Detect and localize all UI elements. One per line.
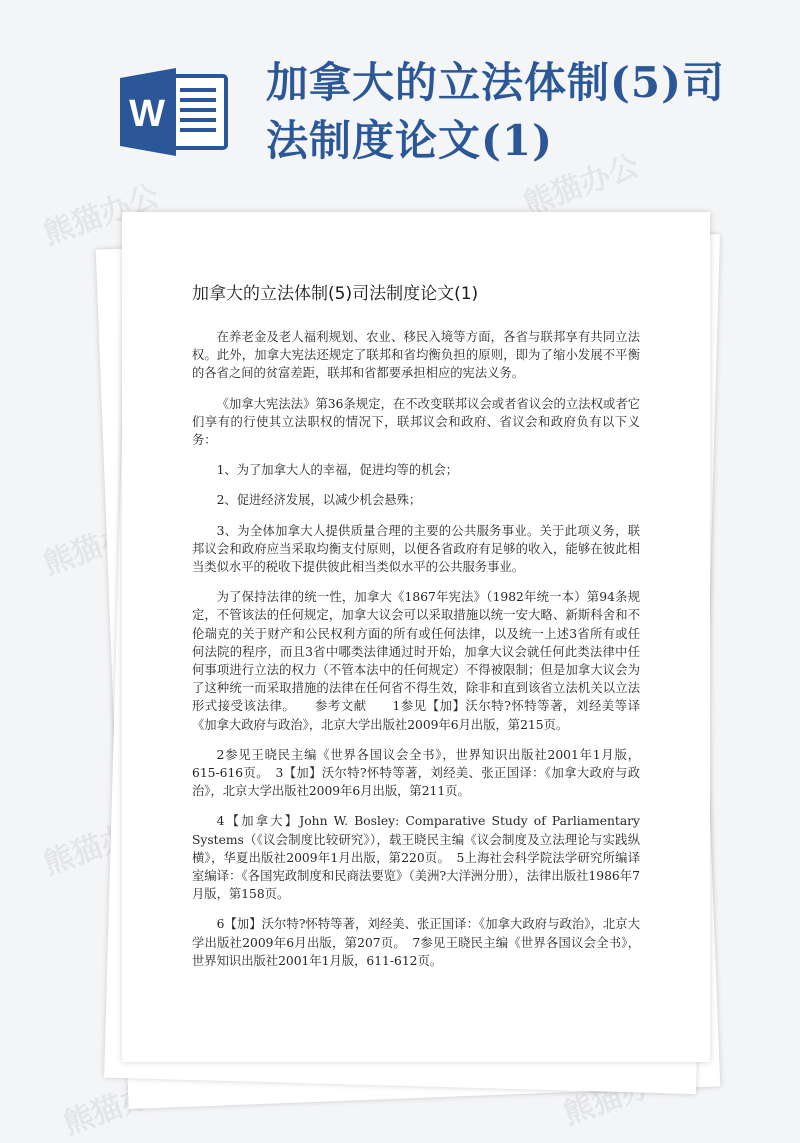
paragraph: 在养老金及老人福利规划、农业、移民入境等方面，各省与联邦享有共同立法权。此外，加拿大宪法还规定了联邦和省均衡负担的原则，即为了缩小发展不平衡的各省之间的贫富差距，联邦和省都要承担相应的宪法义务。: [192, 330, 640, 381]
document-body: [192, 282, 640, 982]
paragraph: 1、为了加拿大人的幸福，促进均等的机会；: [216, 463, 459, 478]
watermark: 熊猫办公: [518, 148, 644, 223]
document-title: 加拿大的立法体制(5)司法制度论文(1): [192, 284, 479, 304]
watermark: 熊猫办公: [38, 808, 164, 883]
word-document-icon: [120, 68, 238, 156]
paragraph: 3、为全体加拿大人提供质量合理的主要的公共服务事业。关于此项义务，联邦议会和政府应当采取均衡支付原则，以便各省政府有足够的收入，能够在彼此相当类似水平的税收下提供彼此相当类似水平的公共服务事业。: [192, 523, 640, 575]
paragraph: 6【加】沃尔特?怀特等著，刘经美、张正国译：《加拿大政府与政治》，北京大学出版社2009年6月出版，第207页。 7参见王晓民主编《世界各国议会全书》，世界知识出版社2001年1月版，611-612页。: [192, 917, 640, 968]
paragraph: 2参见王晓民主编《世界各国议会全书》，世界知识出版社2001年1月版，615-616页。 3【加】沃尔特?怀特等著，刘经美、张正国译：《加拿大政府与政治》，北京大学出版社2009年6月出版，第211页。: [192, 747, 640, 799]
watermark: 熊猫办公: [38, 178, 164, 253]
watermark: 熊猫办公: [38, 508, 164, 583]
paragraph: 《加拿大宪法法》第36条规定，在不改变联邦议会或者省议会的立法权或者它们享有的行使其立法职权的情况下，联邦议会和政府、省议会和政府负有以下义务：: [192, 396, 640, 448]
paragraph: 2、促进经济发展，以减少机会悬殊；: [216, 493, 422, 508]
paragraph: 为了保持法律的统一性，加拿大《1867年宪法》（1982年统一本）第94条规定，不管该法的任何规定，加拿大议会可以采取措施以统一安大略、新斯科舍和不伦瑞克的关于财产和公民权利方面的所有或任何法律，以及统一上述3省所有或任何法院的程序，而且3省中哪类法律通过时开始，加拿大议会就任何此类法律中任何事项进行立法的权力（不管本法中的任何规定）不得被限制；但是加拿大议会为了这种统一而采取措施的法律在任何省不得生效，除非和直到该省立法机关以立法形式接受该法律。 参考文献 1参见【加】沃尔特?怀特等著，刘经美等译《加拿大政府与政治》，北京大学出版社2009年6月出版，第215页。: [192, 590, 640, 732]
page-title: 加拿大的立法体制(5)司法制度论文(1): [266, 58, 725, 165]
watermark: 熊猫办公: [558, 1058, 684, 1133]
paragraph: 4【加拿大】John W. Bosley: Comparative Study of Parliamentary Systems（《议会制度比较研究》），载王晓民主编《议会制度及立法理论与实践纵横》，华夏出版社2009年1月出版，第220页。 5上海社会科学院法学研究所编译室编译：《各国宪政制度和民商法要览》（美洲?大洋洲分册），法律出版社1986年7月版，第158页。: [192, 814, 640, 902]
logo-letter: W: [129, 93, 165, 135]
watermark: 熊猫办公: [58, 1068, 184, 1143]
